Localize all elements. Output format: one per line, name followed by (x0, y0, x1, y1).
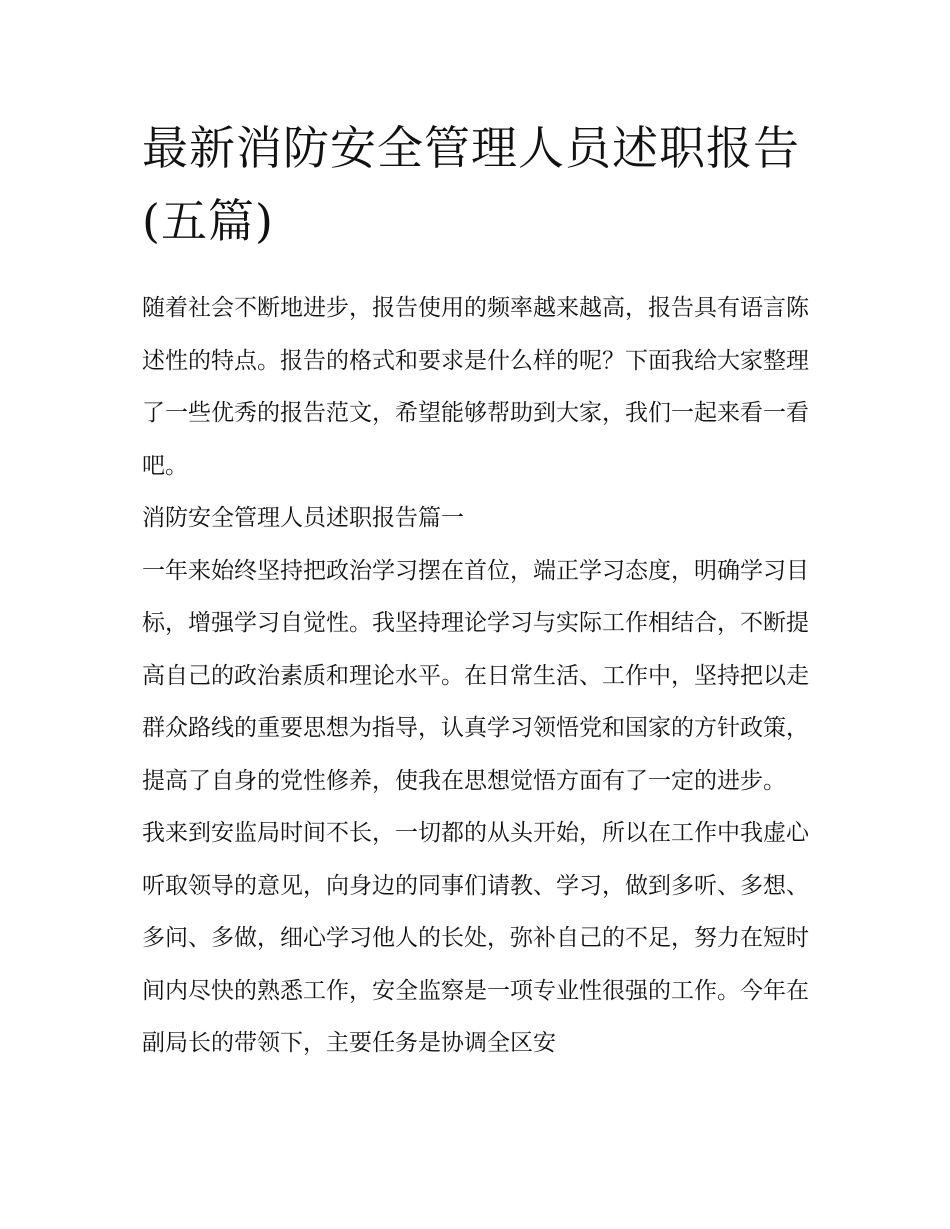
document-body (142, 112, 814, 1070)
intro-paragraph: 随着社会不断地进步，报告使用的频率越来越高，报告具有语言陈述性的特点。报告的格式和要求是什么样的呢？下面我给大家整理了一些优秀的报告范文，希望能够帮助到大家，我们一起来看一看吧。 (142, 295, 809, 479)
body-paragraph: 我来到安监局时间不长，一切都的从头开始，所以在工作中我虚心听取领导的意见，向身边的同事们请教、学习，做到多听、多想、多问、多做，细心学习他人的长处，弥补自己的不足，努力在短时间内尽快的熟悉工作，安全监察是一项专业性很强的工作。今年在副局长的带领下，主要任务是协调全区安 (142, 820, 809, 1056)
body-paragraph: 一年来始终坚持把政治学习摆在首位，端正学习态度，明确学习目标，增强学习自觉性。我坚持理论学习与实际工作相结合，不断提高自己的政治素质和理论水平。在日常生活、工作中，坚持把以走群众路线的重要思想为指导，认真学习领悟党和国家的方针政策，提高了自身的党性修养，使我在思想觉悟方面有了一定的进步。 (142, 557, 809, 794)
section-heading: 消防安全管理人员述职报告篇一 (142, 505, 464, 531)
document-title: 最新消防安全管理人员述职报告(五篇) (142, 121, 800, 248)
